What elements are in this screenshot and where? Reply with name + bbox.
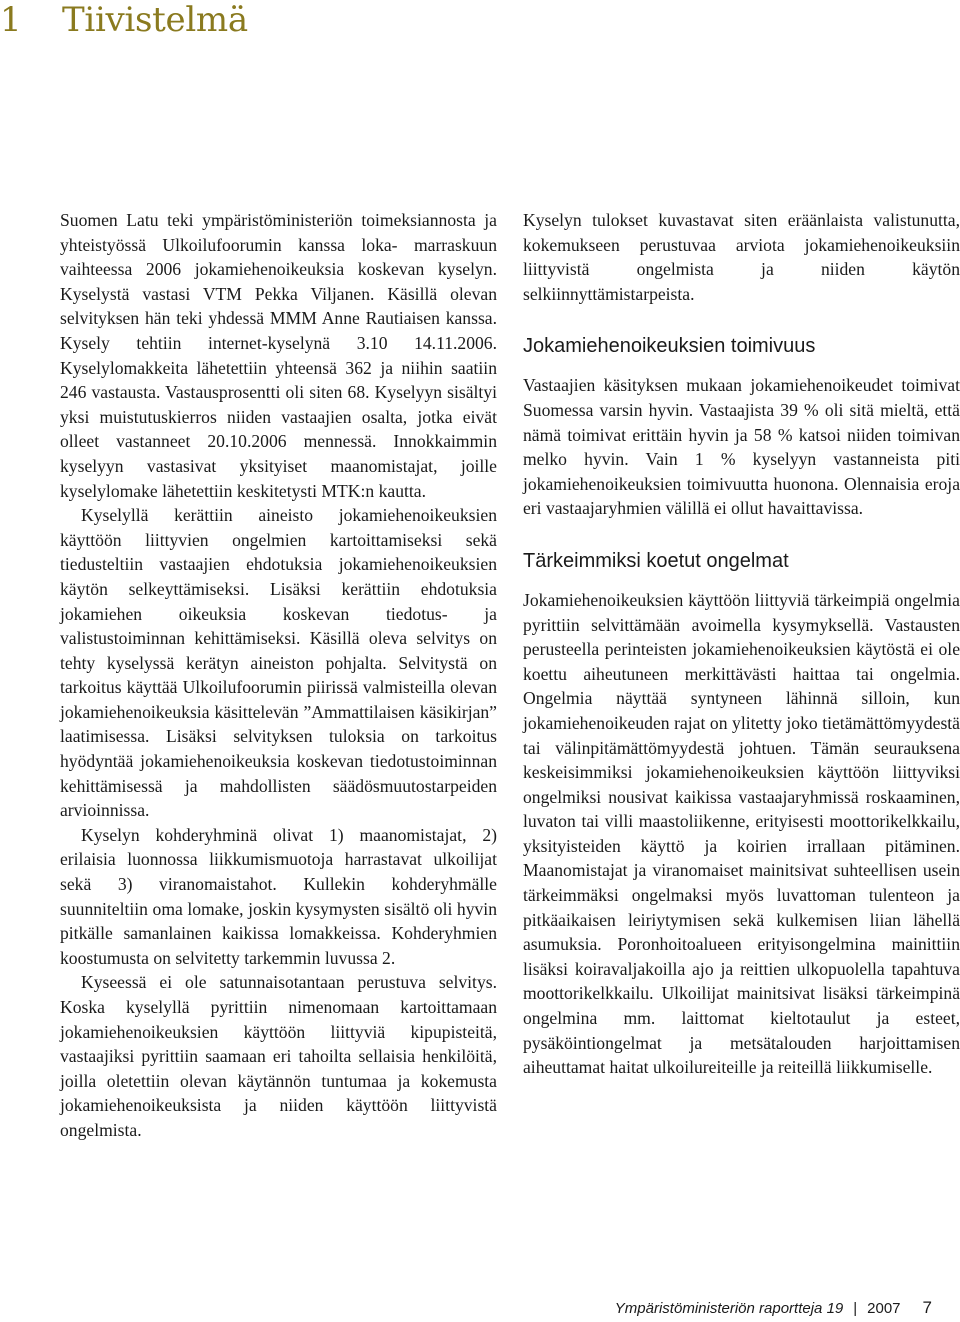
paragraph: Kyselyllä kerättiin aineisto jokamiehenoikeuksien käyttöön liittyvien ongelmien kartoittamiseksi sekä tiedusteltiin vastaajien ehdotuksia jokamiehenoikeuksien käytön selkeyttämiseksi. Lisäksi kerättiin ehdotuksia jokamiehen oikeuksia koskevan tiedotus- ja valistustoiminnan kehittämiseksi. Käsillä oleva selvitys on tehty kyselyssä kerätyn aineiston pohjalta. Selvitystä on tarkoitus käyttää Ulkoilufoorumin piirissä valmisteilla olevan jokamiehenoikeuksia käsittelevän ”Ammattilaisen käsikirjan” laatimisessa. Lisäksi selvityksen tuloksia on tarkoitus hyödyntää jokamiehenoikeuksia koskevan tiedotustoiminnan kehittämisessä ja mahdollisten säädösmuutostarpeiden arvioinnissa.	[60, 505, 497, 821]
paragraph: Jokamiehenoikeuksien käyttöön liittyviä tärkeimpiä ongelmia pyrittiin selvittämään avoimella kysymyksellä. Vastausten perusteella perinteisten jokamiehenoikeuksien käytöstä ei ole koettu aiheutuneen merkittävästi haittaa tai ongelmia. Ongelmia näyttää syntyneen lähinnä silloin, kun jokamiehenoikeuden rajat on ylitetty joko tietämättömyydestä tai välinpitämättömyydestä johtuen. Tämän seurauksena keskeisimmiksi jokamiehenoikeuksien käyttöön liittyviksi ongelmiksi nousivat kaikissa vastaajaryhmissä roskaaminen, luvaton tai villi maastoliikenne, erityisesti moottorikelkkailu, yksityisteiden käyttö ja koirien irrallaan pitäminen. Maanomistajat ja viranomaiset mainitsivat suhteellisen usein tärkeimmäksi ongelmaksi myös luvattoman tulenteon ja pitkäaikaisen leiriytymisen sekä kulkemisen liian lähellä asumuksia. Poronhoitoalueen erityisongelmina mainittiin lisäksi koiravaljakoilla ajo ja reittien ulkopuolella tapahtuva moottorikelkkailu. Ulkoilijat mainitsivat lisäksi tärkeimpinä ongelmina mm. laittomat kieltotaulut ja esteet, pysäköintiongelmat ja metsätalouden harjoittamisen aiheuttamat haitat ulkoilureiteille ja reiteillä liikkumiselle.	[523, 589, 960, 1078]
paragraph: Kyselyn kohderyhminä olivat 1) maanomistajat, 2) erilaisia luonnossa liikkumismuotoja harrastavat ulkoilijat sekä 3) viranomaistahot. Kullekin kohderyhmälle suunniteltiin oma lomake, joskin kysymysten sisältö oli hyvin pitkälle samanlainen kaikissa lomakkeissa. Kohderyhmien koostumusta on selvitetty tarkemmin luvussa 2.	[60, 824, 497, 968]
page-number: 7	[922, 1298, 932, 1317]
paragraph: Suomen Latu teki ympäristöministeriön toimeksiannosta ja yhteistyössä Ulkoilufoorumin kanssa loka- marraskuun vaihteessa 2006 jokamiehenoikeuksia koskevan kyselyn. Kyselystä vastasi VTM Pekka Viljanen. Käsillä olevan selvityksen hän teki yhdessä MMM Anne Rautiaisen kanssa. Kysely tehtiin internet-kyselynä 3.10 14.11.2006. Kyselylomakkeita lähetettiin yhteensä 362 ja niihin saatiin 246 vastausta. Vastausprosentti oli siten 68. Kyselyyn sisältyi yksi muistutuskierros niiden vastaajien osalta, jotka eivät olleet vastanneet 20.10.2006 mennessä. Innokkaimmin kyselyyn vastasivat yksityiset maanomistajat, joille kyselylomake lähetettiin keskitetysti MTK:n kautta.	[60, 210, 497, 501]
section-heading-toimivuus: Jokamiehenoikeuksien toimivuus	[523, 335, 816, 358]
paragraph: Kyseessä ei ole satunnaisotantaan perustuva selvitys. Koska kyselyllä pyrittiin nimenomaan kartoittamaan jokamiehenoikeuksien käyttöön liittyviä kipupisteitä, vastaajiksi pyrittiin saamaan eri tahoilta sellaisia henkilöitä, joilla oletettiin olevan käytännön tuntumaa ja kokemusta jokamiehenoikeuksista ja niiden käyttöön liittyvistä ongelmista.	[60, 972, 497, 1140]
section-heading-ongelmat: Tärkeimmiksi koetut ongelmat	[523, 549, 789, 572]
paragraph: Vastaajien käsityksen mukaan jokamiehenoikeudet toimivat Suomessa varsin hyvin. Vastaajista 39 % oli sitä mieltä, että nämä toimivat erittäin hyvin ja 58 % katsoi niiden toimivan melko hyvin. Vain 1 % kyselyyn vastanneista piti jokamiehenoikeuksien toimivuutta huonona. Olennaisia eroja eri vastaajaryhmien välillä ei ollut havaittavissa.	[523, 375, 960, 519]
right-column	[523, 208, 960, 1080]
footer-number: 19	[826, 1300, 844, 1317]
left-column	[60, 208, 497, 1143]
paragraph: Kyselyn tulokset kuvastavat siten eräänlaista valistunutta, kokemukseen perustuvaa arviota jokamiehenoikeuksiin liittyvistä ongelmista ja niiden käytön selkiinnyttämistarpeista.	[523, 210, 960, 304]
page-footer	[615, 1298, 932, 1318]
footer-year: 2007	[867, 1300, 901, 1317]
footer-publication: Ympäristöministeriön raportteja	[614, 1300, 823, 1317]
chapter-title: Tiivistelmä	[62, 0, 248, 40]
chapter-number: 1	[0, 0, 22, 40]
footer-separator: |	[853, 1300, 858, 1317]
chapter-heading	[0, 0, 248, 52]
